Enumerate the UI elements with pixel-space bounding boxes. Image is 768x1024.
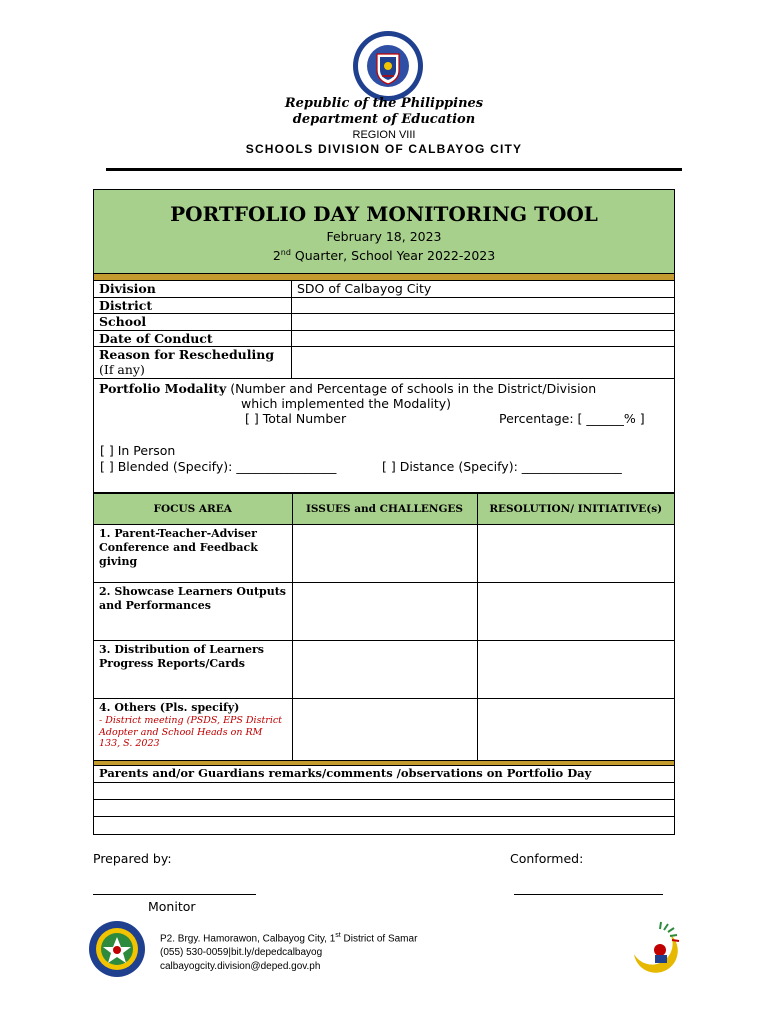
remarks-line[interactable] [94, 817, 674, 834]
quarter-suffix: nd [280, 247, 291, 257]
issues-cell[interactable] [292, 699, 477, 761]
form-title-box [94, 190, 674, 274]
table-header-row [94, 494, 674, 525]
focus-area-cell: 1. Parent-Teacher-Adviser Conference and Feedback giving [94, 525, 292, 583]
percentage-field[interactable]: Percentage: [ ______% ] [499, 411, 645, 426]
remarks-line[interactable] [94, 800, 674, 817]
distance-checkbox[interactable]: [ ] Distance (Specify): ________________ [382, 459, 622, 474]
remarks-line[interactable] [94, 783, 674, 800]
address-suffix: st [335, 932, 341, 939]
header-focus-area: FOCUS AREA [94, 494, 292, 525]
table-row [94, 641, 674, 699]
date-field[interactable] [292, 331, 674, 347]
quarter-number: 2 [272, 247, 281, 263]
division-label: Division [94, 281, 292, 297]
footer-email[interactable]: calbayogcity.division@deped.gov.ph [160, 961, 321, 973]
address-part2: District of Samar [340, 933, 418, 945]
footer-phone-link[interactable]: (055) 530-0059|bit.ly/depedcalbayog [160, 947, 323, 959]
conformed-signature-line[interactable] [514, 881, 663, 895]
info-row-district [94, 298, 674, 315]
footer-contact [160, 929, 417, 974]
conformed-label: Conformed: [510, 851, 584, 866]
header-region: REGION VIII [352, 129, 416, 141]
resolution-cell[interactable] [477, 525, 674, 583]
header-division: SCHOOLS DIVISION OF CALBAYOG CITY [245, 142, 523, 156]
issues-cell[interactable] [292, 641, 477, 699]
date-label: Date of Conduct [94, 331, 292, 347]
header-department: department of Education [292, 112, 476, 127]
table-row [94, 699, 674, 761]
resolution-cell[interactable] [477, 699, 674, 761]
remarks-label: Parents and/or Guardians remarks/comments /observations on Portfolio Day [94, 766, 674, 783]
monitor-label: Monitor [148, 899, 196, 914]
form-date: February 18, 2023 [326, 229, 442, 244]
form-quarter [94, 248, 674, 264]
district-field[interactable] [292, 298, 674, 314]
table-row [94, 525, 674, 583]
resolution-cell[interactable] [477, 583, 674, 641]
reason-label: Reason for Rescheduling [99, 347, 275, 362]
monitoring-form [93, 189, 675, 835]
others-note: - District meeting (PSDS, EPS District Adopter and School Heads on RM 133, S. 2023 [99, 715, 282, 749]
in-person-checkbox[interactable]: [ ] In Person [100, 443, 176, 458]
modality-desc2: which implemented the Modality) [241, 396, 452, 411]
prepared-by-signature-line[interactable] [93, 881, 256, 895]
table-row [94, 583, 674, 641]
quarter-text: Quarter, School Year 2022-2023 [290, 247, 496, 263]
header-issues: ISSUES and CHALLENGES [292, 494, 477, 525]
header-divider [106, 168, 682, 171]
focus-area-cell-others [94, 699, 292, 761]
info-row-school [94, 314, 674, 331]
modality-label: Portfolio Modality [99, 381, 227, 396]
address-part1: P2. Brgy. Hamorawon, Calbayog City, 1 [160, 933, 336, 945]
prepared-by-label: Prepared by: [93, 851, 172, 866]
modality-section [94, 379, 674, 493]
info-row-division [94, 281, 674, 298]
division-value[interactable]: SDO of Calbayog City [297, 281, 432, 296]
school-field[interactable] [292, 314, 674, 330]
reason-sublabel: (If any) [99, 362, 145, 377]
info-row-reason [94, 347, 674, 379]
resolution-cell[interactable] [477, 641, 674, 699]
sdo-calbayog-logo [88, 920, 146, 978]
header-republic: Republic of the Philippines [284, 96, 484, 111]
focus-area-cell: 2. Showcase Learners Outputs and Performances [94, 583, 292, 641]
sdo-program-logo [624, 920, 686, 982]
reason-label-block [94, 347, 292, 378]
focus-area-table [94, 493, 674, 761]
issues-cell[interactable] [292, 583, 477, 641]
modality-line1 [99, 381, 669, 396]
header-resolution: RESOLUTION/ INITIATIVE(s) [477, 494, 674, 525]
focus-area-cell: 3. Distribution of Learners Progress Reports/Cards [94, 641, 292, 699]
form-title: PORTFOLIO DAY MONITORING TOOL [170, 202, 598, 226]
footer-address [160, 929, 417, 946]
issues-cell[interactable] [292, 525, 477, 583]
total-number-field[interactable]: [ ] Total Number [245, 411, 347, 426]
info-row-date [94, 331, 674, 348]
others-label: 4. Others (Pls. specify) [99, 701, 240, 714]
reason-field[interactable] [292, 347, 674, 378]
district-label: District [94, 298, 292, 314]
modality-desc1: (Number and Percentage of schools in the District/Division [226, 381, 597, 396]
school-label: School [94, 314, 292, 330]
blended-checkbox[interactable]: [ ] Blended (Specify): ________________ [100, 459, 337, 474]
deped-seal-logo [352, 30, 424, 102]
gold-separator [94, 274, 674, 281]
